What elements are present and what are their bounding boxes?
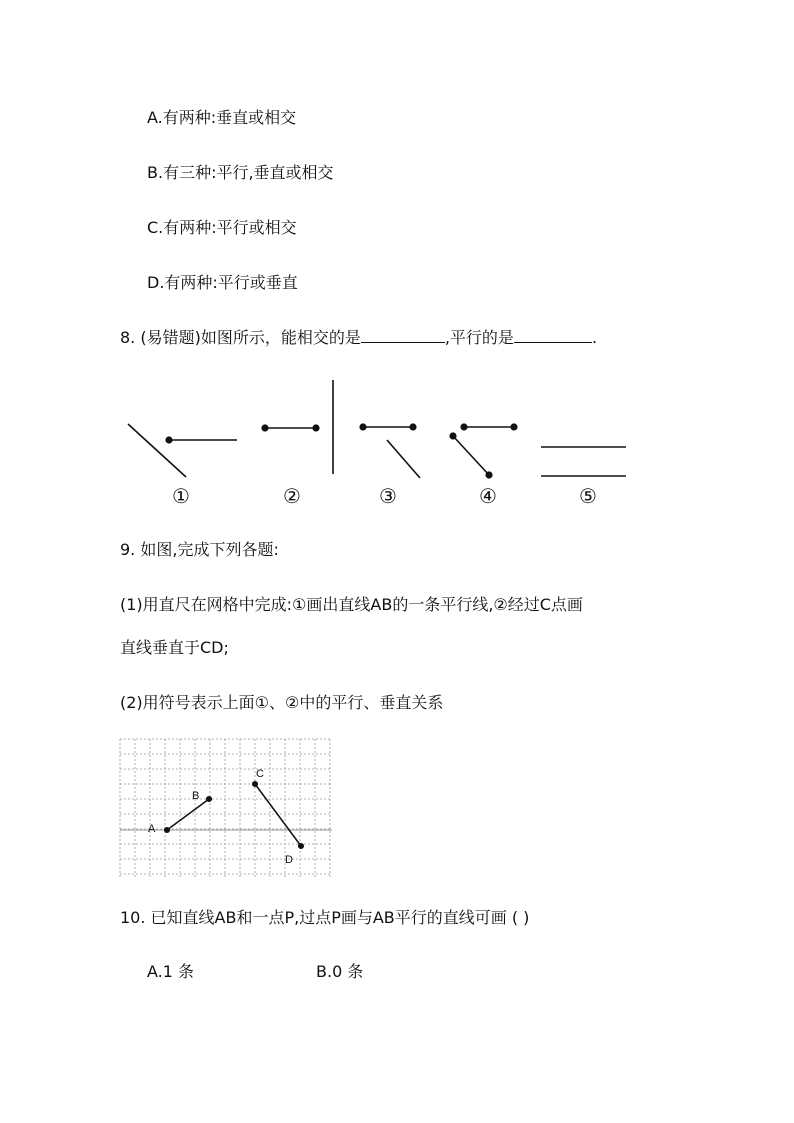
point-a — [165, 828, 170, 833]
question-8 — [120, 328, 597, 348]
segment-ab — [167, 799, 209, 830]
q9-grid-figure[interactable] — [120, 739, 332, 877]
question-9-title: 9. 如图,完成下列各题: — [120, 540, 279, 559]
label-c: C — [256, 768, 264, 780]
fig2-label: ② — [283, 484, 301, 508]
fig2-endpoint-left — [262, 425, 268, 431]
label-a: A — [148, 823, 156, 835]
fig4-endpoint-top — [450, 433, 456, 439]
fig1-endpoint — [166, 437, 172, 443]
q8-middle: ,平行的是 — [444, 328, 514, 347]
answer-blank-parallel[interactable] — [514, 328, 592, 343]
fig1-label: ① — [172, 484, 190, 508]
fig3-label: ③ — [379, 484, 397, 508]
fig4-label: ④ — [479, 484, 497, 508]
q8-prefix: 8. (易错题)如图所示，能相交的是 — [120, 328, 361, 347]
point-d — [299, 844, 304, 849]
fig1-line — [128, 424, 186, 477]
question-9-part1-line2: 直线垂直于CD; — [120, 638, 229, 657]
fig4-endpoint-left — [461, 424, 467, 430]
question-9-part2: (2)用符号表示上面①、②中的平行、垂直关系 — [120, 693, 444, 712]
label-b: B — [192, 790, 200, 802]
fig4-endpoint-bottom — [486, 472, 492, 478]
answer-blank-intersect[interactable] — [361, 328, 445, 343]
fig5-label: ⑤ — [579, 484, 597, 508]
point-c — [253, 782, 258, 787]
option-b: B.有三种:平行,垂直或相交 — [147, 163, 334, 182]
q8-suffix: . — [591, 328, 598, 347]
q8-figures — [0, 370, 794, 510]
q10-option-b: B.0 条 — [316, 962, 364, 981]
fig2-endpoint-right — [313, 425, 319, 431]
label-d: D — [285, 854, 293, 866]
question-9-part1-line1: (1)用直尺在网格中完成:①画出直线AB的一条平行线,②经过C点画 — [120, 595, 583, 614]
point-b — [207, 797, 212, 802]
fig3-line — [387, 440, 420, 478]
option-a: A.有两种:垂直或相交 — [147, 108, 297, 127]
fig4-slant-segment — [453, 436, 489, 475]
option-c: C.有两种:平行或相交 — [147, 218, 297, 237]
fig4-endpoint-right — [511, 424, 517, 430]
question-10: 10. 已知直线AB和一点P,过点P画与AB平行的直线可画 ( ) — [120, 908, 530, 927]
q10-option-a: A.1 条 — [147, 962, 195, 981]
segment-cd — [255, 784, 301, 846]
fig3-endpoint-left — [360, 424, 366, 430]
option-d: D.有两种:平行或垂直 — [147, 273, 298, 292]
fig3-endpoint-right — [410, 424, 416, 430]
